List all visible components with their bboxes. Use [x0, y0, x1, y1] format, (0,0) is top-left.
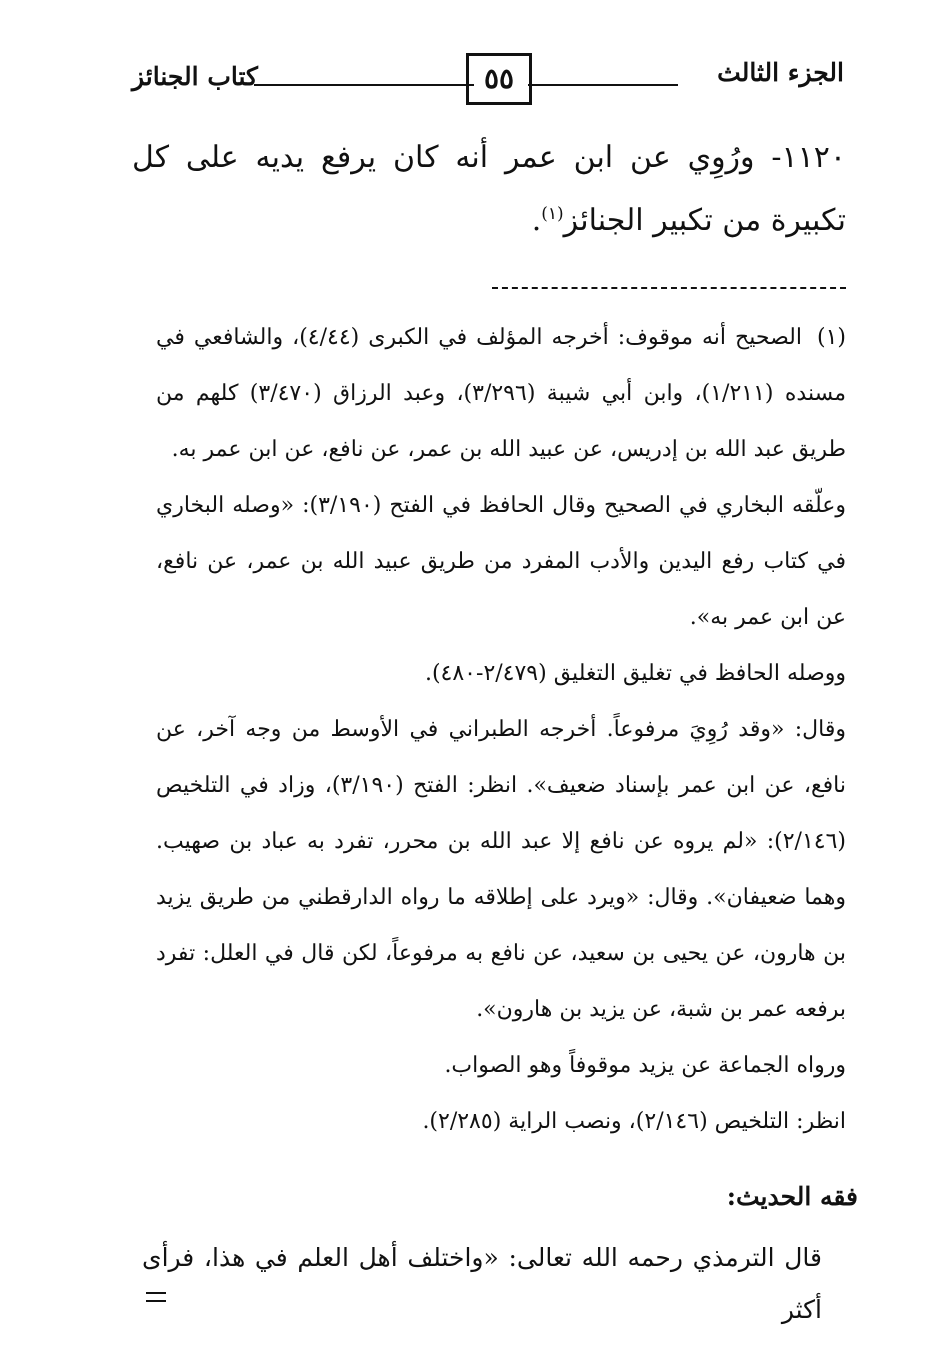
footnote-paragraph-2: وعلّقه البخاري في الصحيح وقال الحافظ في الفتح (٣/١٩٠): «وصله البخاري في كتاب رفع اليدين والأدب المفرد من طريق عبيد الله بن عمر، عن نافع، عن ابن عمر به». — [156, 493, 847, 630]
footnote-reference: (١) — [541, 204, 564, 224]
footnote-separator — [492, 287, 846, 289]
footnotes — [156, 310, 846, 1150]
hadith-text: ١١٢٠- ورُوِي عن ابن عمر أنه كان يرفع يديه على كل تكبيرة من تكبير الجنائز$^{(١)}$. — [132, 140, 846, 238]
header-rule-right — [528, 84, 678, 86]
hadith-body: ١١٢٠- ورُوِي عن ابن عمر أنه كان يرفع يديه على كل تكبيرة من تكبير الجنائز — [132, 140, 846, 238]
footnote-paragraph-3: ووصله الحافظ في تغليق التغليق (٢/٤٧٩-٤٨٠). — [424, 661, 846, 686]
page-number: ٥٥ — [466, 53, 532, 105]
volume-label: الجزء الثالث — [717, 58, 844, 87]
continuation-mark — [146, 1292, 166, 1302]
section-title: فقه الحديث: — [726, 1182, 858, 1211]
footnote-paragraph-6: انظر: التلخيص (٢/١٤٦)، ونصب الراية (٢/٢٨٥). — [422, 1109, 846, 1134]
footnote-paragraph-4: وقال: «وقد رُوِيَ مرفوعاً. أخرجه الطبراني في الأوسط من وجه آخر، عن نافع، عن ابن عمر بإسناد ضعيف». انظر: الفتح (٣/١٩٠)، وزاد في التلخيص (٢/١٤٦): «لم يروه عن نافع إلا عبد الله بن محرر، تفرد به عباد بن صهيب. وهما ضعيفان». وقال: «ويرد على إطلاقه ما رواه الدارقطني من طريق يزيد بن هارون، عن يحيى بن سعيد، عن نافع به مرفوعاً، لكن قال في العلل: تفرد برفعه عمر بن شبة، عن يزيد بن هارون». — [156, 717, 846, 1022]
section-text: قال الترمذي رحمه الله تعالى: «واختلف أهل العلم في هذا، فرأى أكثر — [142, 1243, 822, 1324]
footnote-marker: (١) — [816, 325, 846, 350]
page-header — [132, 48, 844, 108]
header-rule-left — [254, 84, 474, 86]
footnote-text-1: الصحيح أنه موقوف: أخرجه المؤلف في الكبرى (٤/٤٤)، والشافعي في مسنده (١/٢١١)، وابن أبي شيبة (٣/٢٩٦)، وعبد الرزاق (٣/٤٧٠) كلهم من طريق عبد الله بن إدريس، عن عبيد الله بن عمر، عن نافع، عن ابن عمر به. — [156, 325, 846, 462]
book-title: كتاب الجنائز — [132, 62, 258, 91]
footnote-paragraph-5: ورواه الجماعة عن يزيد موقوفاً وهو الصواب. — [444, 1053, 846, 1078]
footnote-paragraph-1 — [156, 310, 846, 478]
